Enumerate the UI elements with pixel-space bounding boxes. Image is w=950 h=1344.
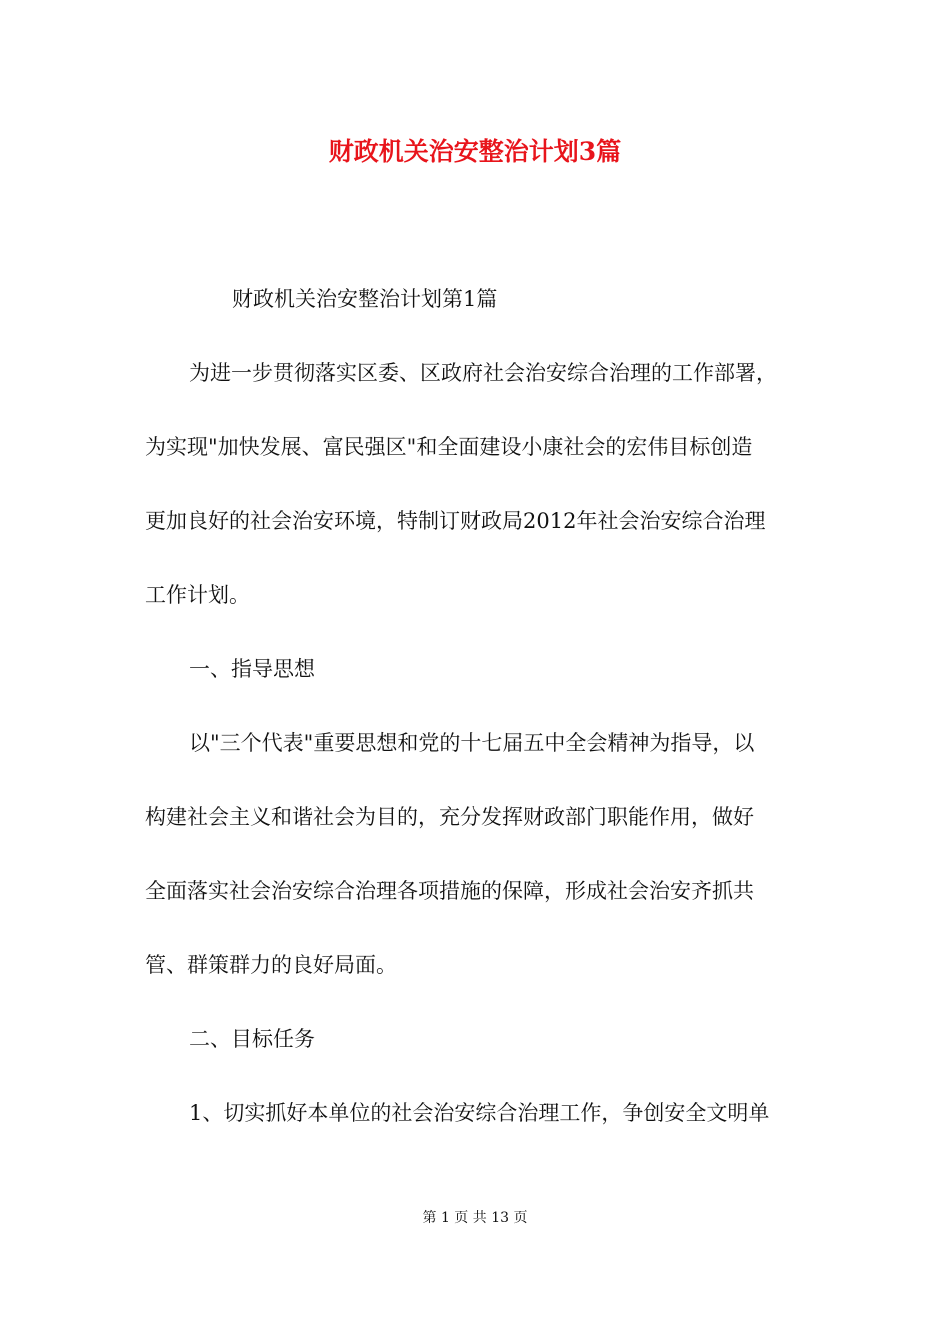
paragraph-line: 以"三个代表"重要思想和党的十七届五中全会精神为指导，以 xyxy=(189,731,755,755)
paragraph-line: 为实现"加快发展、富民强区"和全面建设小康社会的宏伟目标创造 xyxy=(145,435,753,459)
document-body xyxy=(145,262,810,1150)
section-heading: 财政机关治安整治计划第1篇 xyxy=(232,287,498,311)
section-heading: 二、目标任务 xyxy=(189,1027,315,1051)
paragraph-line: 为进一步贯彻落实区委、区政府社会治安综合治理的工作部署， xyxy=(189,361,777,385)
paragraph-line: 构建社会主义和谐社会为目的，充分发挥财政部门职能作用，做好 xyxy=(145,805,754,829)
page-number: 第 1 页 共 13 页 xyxy=(422,1210,528,1226)
document-title: 财政机关治安整治计划3篇 xyxy=(328,137,622,166)
paragraph-line: 更加良好的社会治安环境，特制订财政局2012年社会治安综合治理 xyxy=(145,509,766,533)
paragraph-line: 全面落实社会治安综合治理各项措施的保障，形成社会治安齐抓共 xyxy=(145,879,754,903)
paragraph-line: 工作计划。 xyxy=(145,583,250,607)
paragraph-line: 管、群策群力的良好局面。 xyxy=(145,953,397,977)
paragraph-line: 1、切实抓好本单位的社会治安综合治理工作，争创安全文明单 xyxy=(189,1101,770,1125)
section-heading: 一、指导思想 xyxy=(189,657,315,681)
